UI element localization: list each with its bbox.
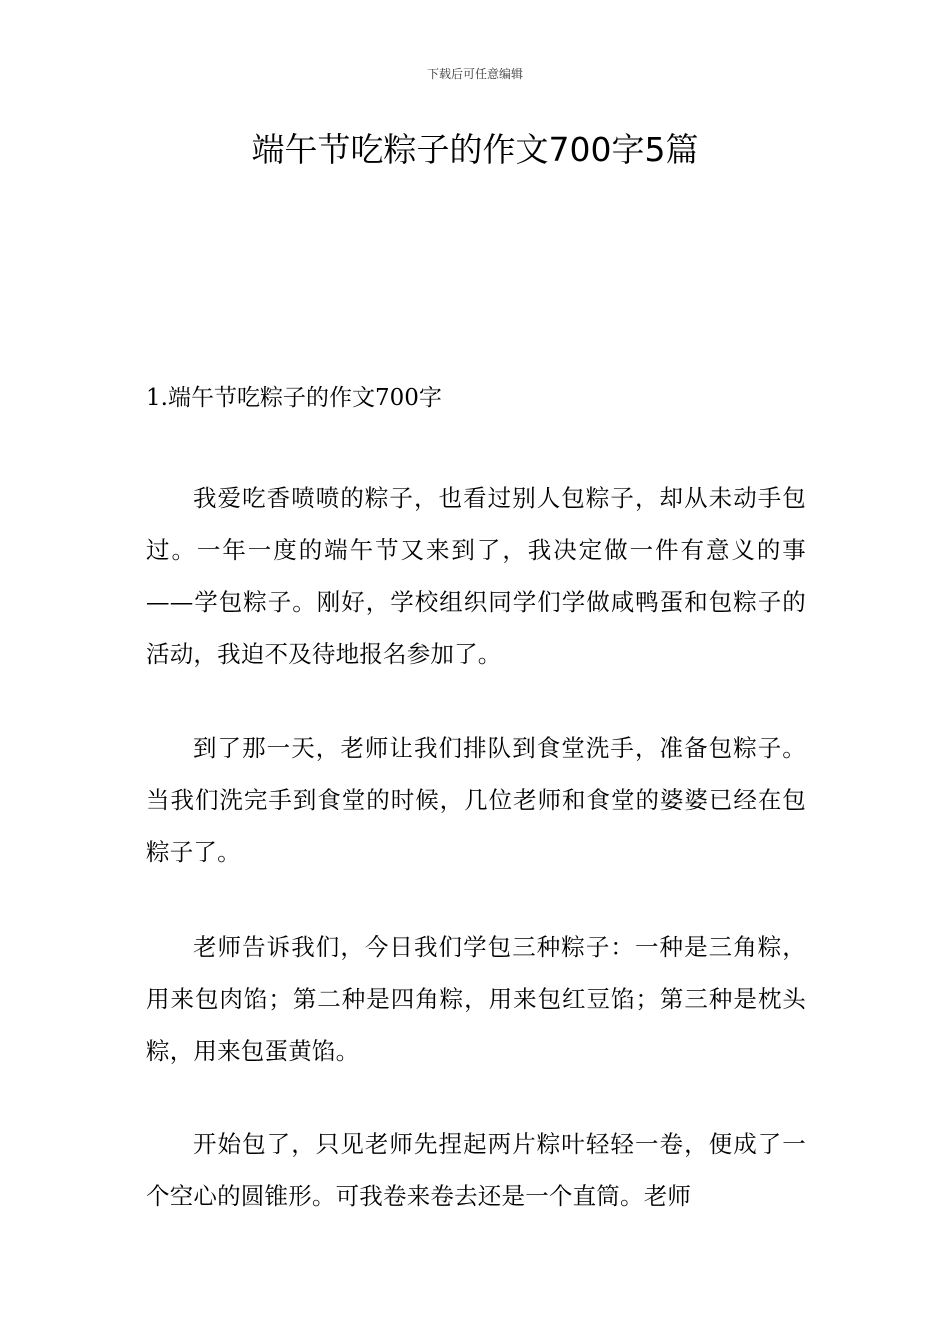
paragraph-3: 老师告诉我们，今日我们学包三种粽子：一种是三角粽，用来包肉馅；第二种是四角粽，用来包红豆馅；第三种是枕头粽，用来包蛋黄馅。: [146, 933, 806, 1065]
header-note: 下载后可任意编辑: [426, 67, 523, 81]
paragraph-2: 到了那一天，老师让我们排队到食堂洗手，准备包粽子。当我们洗完手到食堂的时候，几位老师和食堂的婆婆已经在包粽子了。: [146, 734, 806, 866]
document-title: 端午节吃粽子的作文700字5篇: [251, 130, 699, 169]
section-heading: 1.端午节吃粽子的作文700字: [146, 385, 442, 411]
paragraph-1: 我爱吃香喷喷的粽子，也看过别人包粽子，却从未动手包 过。一年一度的端午节又来到了，我决定做一件有意义的事——学包粽子。刚好，学校组织同学们学做咸鸭蛋和包粽子的活动，我迫不及待地报名参加了。: [146, 484, 806, 668]
paragraph-4: 开始包了，只见老师先捏起两片粽叶轻轻一卷，便成了一个空心的圆锥形。可我卷来卷去还是一个直筒。老师: [146, 1130, 806, 1210]
